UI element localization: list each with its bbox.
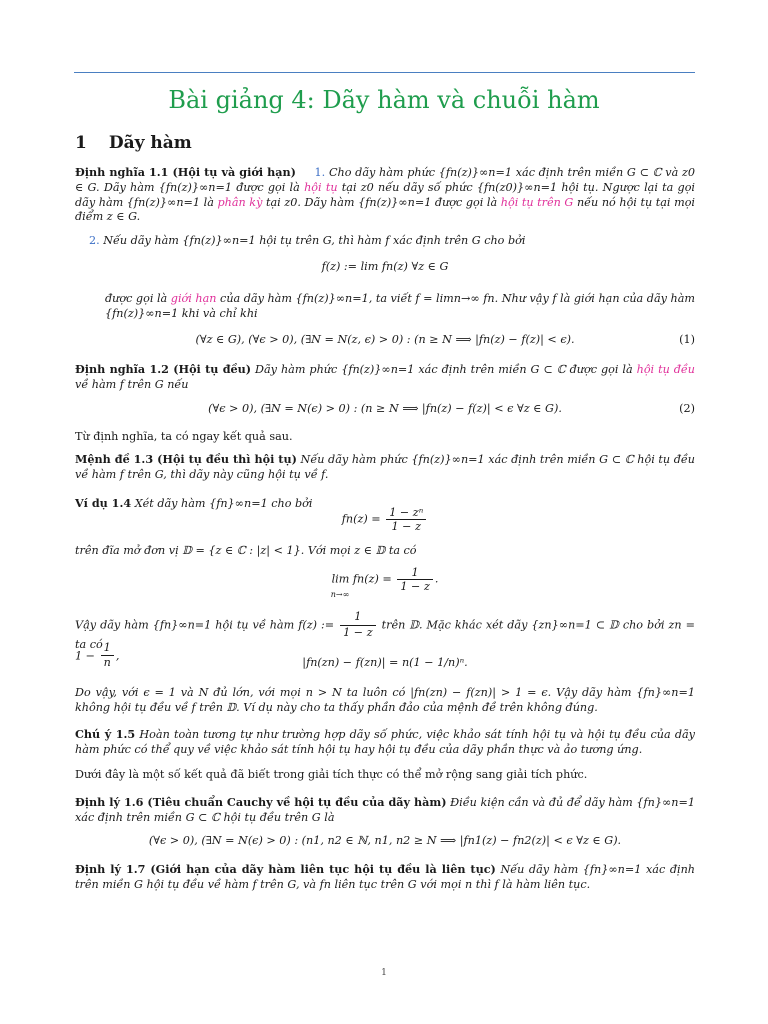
definition-text: tại z0 nếu dãy số phức {fn(z0)}∞n=1 hội tụ. Ngược lại ta gọi dãy hàm {fn(z)}∞n=1 là (75, 180, 696, 209)
numerator: 1 − zⁿ (386, 506, 426, 520)
definition-text: của dãy hàm {fn(z)}∞n=1, ta viết f = limn→∞ fn. Như vậy f là giới hạn của dãy hàm {fn(z)}∞n=1 khi và chỉ khi (105, 292, 695, 320)
equation-cauchy: (∀ϵ > 0), (∃N = N(ϵ) > 0) : (n1, n2 ∈ ℕ, n1, n2 ≥ N ⟹ |fn1(z) − fn2(z)| < ϵ ∀z ∈ G). (148, 834, 622, 847)
keyword-hoi-tu: hội tụ (304, 180, 338, 194)
definition-1-2 (75, 362, 695, 393)
equation-fn (75, 506, 695, 533)
equation-number: (1) (679, 333, 695, 346)
note-1-5 (75, 727, 695, 758)
numerator: 1 (397, 566, 433, 580)
numerator: 1 (101, 641, 114, 657)
definition-item-2 (89, 234, 695, 249)
example-text: Do vậy, với ϵ = 1 và N đủ lớn, với mọi n > N ta luôn có |fn(zn) − f(zn)| > 1 = ϵ. Vậy dãy hàm {fn}∞n=1 không hội tụ đều về f trên 𝔻. Ví dụ này cho ta thấy phần đảo của mệnh đề trên không đúng. (75, 686, 695, 714)
section-number: 1 (75, 133, 87, 153)
example-text: ta có (75, 638, 103, 651)
proposition-label: Mệnh đề 1.3 (Hội tụ đều thì hội tụ) (75, 452, 297, 466)
theorem-label: Định lý 1.7 (Giới hạn của dãy hàm liên tục hội tụ đều là liên tục) (75, 862, 496, 876)
note-text: Hoàn toàn tương tự như trường hợp dãy số phức, việc khảo sát tính hội tụ và hội tụ đều của dãy hàm phức có thể quy về việc khảo sát tính hội tụ hay hội tụ đều của dãy phần thực và ảo tương ứng. (75, 728, 695, 756)
equation-number: (2) (679, 402, 695, 415)
definition-text: được gọi là (105, 292, 168, 305)
item-number: 2. (89, 234, 100, 247)
example-text-part: Vậy dãy hàm {fn}∞n=1 hội tụ về hàm f(z) := (75, 618, 335, 632)
top-rule (74, 72, 695, 73)
theorem-label: Định lý 1.6 (Tiêu chuẩn Cauchy về hội tụ đều của dãy hàm) (75, 795, 447, 809)
remark-text: Từ định nghĩa, ta có ngay kết quả sau. (75, 430, 293, 443)
keyword-hoi-tu-deu: hội tụ đều (636, 363, 695, 376)
page-title: Bài giảng 4: Dãy hàm và chuỗi hàm (168, 86, 600, 114)
definition-text: về hàm f trên G nếu (75, 377, 189, 391)
definition-label: Định nghĩa 1.1 (Hội tụ và giới hạn) (75, 165, 296, 179)
section-name: Dãy hàm (108, 133, 192, 153)
equation-lhs: lim fn(z) = (331, 572, 392, 586)
example-label: Ví dụ 1.4 (75, 496, 132, 510)
numerator: 1 (340, 610, 376, 626)
note-label: Chú ý 1.5 (75, 727, 136, 741)
definition-text-block (105, 292, 695, 322)
fraction (340, 610, 376, 641)
item-number: 1. (314, 166, 326, 179)
definition-text: Dãy hàm phức {fn(z)}∞n=1 xác định trên miền G ⊂ ℂ được gọi là (255, 363, 633, 376)
definition-label: Định nghĩa 1.2 (Hội tụ đều) (75, 362, 252, 376)
section-heading (75, 133, 192, 153)
limit-subscript: n→∞ (330, 590, 350, 599)
denominator: 1 − z (391, 520, 421, 533)
example-text: Xét dãy hàm {fn}∞n=1 cho bởi (134, 497, 313, 510)
proposition-1-3 (75, 452, 695, 483)
keyword-gioi-han: giới hạn (170, 292, 217, 305)
example-text-part: trên 𝔻. Mặc khác xét dãy {zn}∞n=1 ⊂ 𝔻 cho bởi zn = 1 − (75, 618, 695, 662)
denominator: n (103, 656, 111, 670)
equation-lhs: fn(z) = (341, 512, 381, 526)
example-text: Vậy dãy hàm {fn}∞n=1 hội tụ về hàm f(z) := $\frac{1}{1 - z}$ trên 𝔻. Mặc khác xét dãy {zn}∞n=1 ⊂ 𝔻 cho bởi zn = 1 − $\frac{1}{n}$ , (75, 610, 695, 670)
definition-text: nếu nó hội tụ tại mọi điểm z ∈ G. (75, 195, 696, 224)
page-number: 1 (381, 968, 387, 978)
equation-lim: lim fn(z) = $\frac{1}{1 - z}$ . n→∞ (75, 566, 695, 600)
definition-text: Nếu dãy hàm {fn(z)}∞n=1 hội tụ trên G, thì hàm f xác định trên G cho bởi (103, 234, 526, 247)
theorem-1-7 (75, 862, 695, 893)
theorem-1-6 (75, 795, 695, 826)
definition-1-1 (75, 165, 695, 225)
definition-text: Cho dãy hàm phức {fn(z)}∞n=1 xác định trên miền G ⊂ ℂ và z0 ∈ G. Dãy hàm {fn(z)}∞n=1 được gọi là (75, 166, 695, 194)
denominator: 1 − z (343, 625, 373, 639)
example-text: trên đĩa mở đơn vị 𝔻 = {z ∈ ℂ : |z| < 1}. Với mọi z ∈ 𝔻 ta có (75, 544, 417, 557)
theorem-text: Nếu dãy hàm {fn}∞n=1 xác định trên miền G hội tụ đều về hàm f trên G, và fn liên tục trên G với mọi n thì f là hàm liên tục. (75, 863, 695, 891)
equation-limit: f(z) := lim fn(z) ∀z ∈ G (321, 260, 449, 273)
keyword-phan-ky: phân kỳ (217, 195, 263, 209)
theorem-text: Điều kiện cần và đủ để dãy hàm {fn}∞n=1 xác định trên miền G ⊂ ℂ hội tụ đều trên G là (75, 796, 695, 824)
equation-1: (∀z ∈ G), (∀ϵ > 0), (∃N = N(z, ϵ) > 0) : (n ≥ N ⟹ |fn(z) − f(z)| < ϵ). (195, 333, 575, 346)
intro-text: Dưới đây là một số kết quả đã biết trong giải tích thực có thể mở rộng sang giải tích phức. (75, 768, 588, 781)
fraction (397, 566, 433, 593)
equation-2: (∀ϵ > 0), (∃N = N(ϵ) > 0) : (n ≥ N ⟹ |fn(z) − f(z)| < ϵ ∀z ∈ G). (208, 402, 562, 415)
denominator: 1 − z (400, 580, 430, 593)
proposition-text: Nếu dãy hàm phức {fn(z)}∞n=1 xác định trên miền G ⊂ ℂ hội tụ đều về hàm f trên G, thì dãy này cũng hội tụ về f. (75, 453, 695, 481)
equation-diff: |fn(zn) − f(zn)| = n(1 − 1/n)ⁿ. (302, 656, 468, 669)
definition-text: tại z0. Dãy hàm {fn(z)}∞n=1 được gọi là (266, 195, 498, 209)
fraction (386, 506, 426, 533)
keyword-hoi-tu-tren-g: hội tụ trên G (500, 195, 574, 209)
